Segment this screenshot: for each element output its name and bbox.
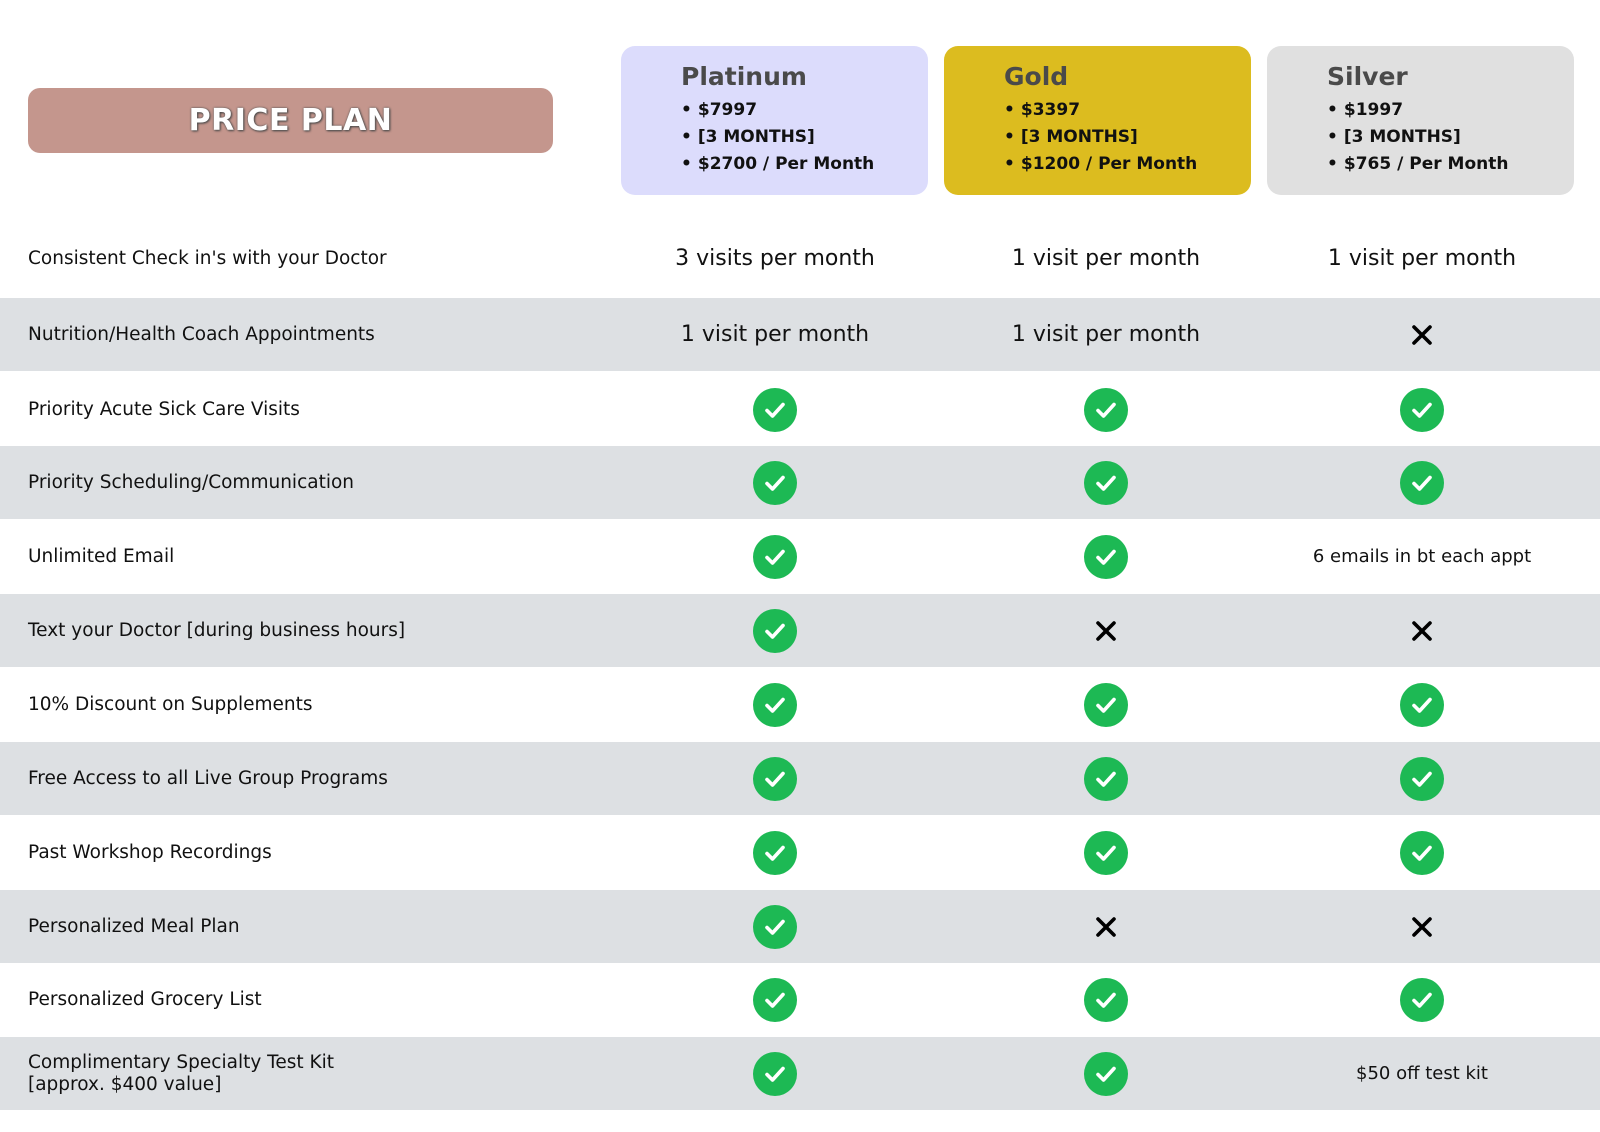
plan-cell-platinum <box>615 963 935 1036</box>
table-row <box>0 668 1600 741</box>
plan-cell-gold <box>946 668 1266 741</box>
plan-name: Silver <box>1327 62 1408 91</box>
cell-value: 1 visit per month <box>1011 322 1201 347</box>
plan-cell-gold <box>946 742 1266 815</box>
check-icon <box>1084 388 1128 432</box>
plan-cell-silver <box>1262 373 1582 446</box>
plan-cell-silver <box>1262 298 1582 371</box>
table-row <box>0 742 1600 815</box>
plan-cell-gold <box>946 520 1266 593</box>
check-icon <box>753 388 797 432</box>
table-row <box>0 373 1600 446</box>
cross-icon <box>1410 323 1434 347</box>
plan-cell-silver <box>1262 520 1582 593</box>
plan-cell-platinum <box>615 1037 935 1110</box>
plan-cell-platinum <box>615 298 935 371</box>
table-row <box>0 816 1600 889</box>
plan-cell-silver <box>1262 446 1582 519</box>
check-icon <box>753 683 797 727</box>
table-row <box>0 594 1600 667</box>
cross-icon <box>1094 915 1118 939</box>
feature-label: Personalized Grocery List <box>28 988 262 1010</box>
plan-card-silver <box>1267 46 1574 195</box>
plan-detail-item: • $2700 / Per Month <box>681 151 928 178</box>
plan-cell-platinum <box>615 816 935 889</box>
plan-cell-gold <box>946 1037 1266 1110</box>
feature-label: Complimentary Specialty Test Kit [approx. $400 value] <box>28 1051 335 1095</box>
feature-label: Past Workshop Recordings <box>28 841 272 863</box>
plan-cell-silver <box>1262 816 1582 889</box>
check-icon <box>1084 1052 1128 1096</box>
check-icon <box>1400 757 1444 801</box>
check-icon <box>1084 757 1128 801</box>
plan-cell-gold <box>946 373 1266 446</box>
cross-icon <box>1410 619 1434 643</box>
plan-cell-platinum <box>615 890 935 963</box>
plan-cell-gold <box>946 594 1266 667</box>
feature-label: Personalized Meal Plan <box>28 915 240 937</box>
table-row <box>0 520 1600 593</box>
check-icon <box>1400 461 1444 505</box>
plan-cell-silver <box>1262 890 1582 963</box>
check-icon <box>753 461 797 505</box>
plan-card-gold <box>944 46 1251 195</box>
plan-cell-platinum <box>615 594 935 667</box>
plan-cell-gold <box>946 963 1266 1036</box>
check-icon <box>1400 831 1444 875</box>
plan-cell-silver <box>1262 1037 1582 1110</box>
table-row <box>0 222 1600 295</box>
plan-details <box>1004 97 1251 178</box>
price-plan-title <box>28 88 553 153</box>
check-icon <box>753 757 797 801</box>
plan-details <box>1327 97 1574 178</box>
plan-cell-silver <box>1262 594 1582 667</box>
table-row <box>0 890 1600 963</box>
cell-value: 1 visit per month <box>1011 246 1201 271</box>
plan-cell-silver <box>1262 222 1582 295</box>
plan-detail-item: • $765 / Per Month <box>1327 151 1574 178</box>
table-row <box>0 1037 1600 1110</box>
check-icon <box>753 831 797 875</box>
check-icon <box>1400 683 1444 727</box>
check-icon <box>1400 978 1444 1022</box>
plan-cell-platinum <box>615 373 935 446</box>
table-row <box>0 963 1600 1036</box>
cell-value: 6 emails in bt each appt <box>1312 546 1532 567</box>
plan-detail-item: • $3397 <box>1004 97 1251 124</box>
plan-detail-item: • [3 MONTHS] <box>1327 124 1574 151</box>
plan-cell-silver <box>1262 668 1582 741</box>
check-icon <box>753 1052 797 1096</box>
plan-cell-gold <box>946 222 1266 295</box>
check-icon <box>1084 535 1128 579</box>
plan-name: Platinum <box>681 62 807 91</box>
plan-cell-platinum <box>615 520 935 593</box>
plan-name: Gold <box>1004 62 1069 91</box>
plan-detail-item: • $1200 / Per Month <box>1004 151 1251 178</box>
feature-label: Text your Doctor [during business hours] <box>28 619 406 641</box>
feature-label: Consistent Check in's with your Doctor <box>28 247 387 269</box>
plan-card-platinum <box>621 46 928 195</box>
plan-cell-silver <box>1262 742 1582 815</box>
plan-details <box>681 97 928 178</box>
check-icon <box>753 978 797 1022</box>
price-plan-title-text: PRICE PLAN <box>188 103 393 138</box>
feature-label: Priority Scheduling/Communication <box>28 471 355 493</box>
plan-cell-gold <box>946 446 1266 519</box>
cross-icon <box>1410 915 1434 939</box>
feature-label: Free Access to all Live Group Programs <box>28 767 388 789</box>
cell-value: 1 visit per month <box>1327 246 1517 271</box>
plan-detail-item: • $1997 <box>1327 97 1574 124</box>
check-icon <box>753 609 797 653</box>
plan-cell-gold <box>946 816 1266 889</box>
feature-label: Priority Acute Sick Care Visits <box>28 398 300 420</box>
check-icon <box>1084 978 1128 1022</box>
plan-cell-platinum <box>615 222 935 295</box>
check-icon <box>1084 461 1128 505</box>
cross-icon <box>1094 619 1118 643</box>
plan-detail-item: • [3 MONTHS] <box>681 124 928 151</box>
feature-label: Nutrition/Health Coach Appointments <box>28 323 375 345</box>
cell-value: 3 visits per month <box>675 246 875 271</box>
plan-cell-gold <box>946 298 1266 371</box>
feature-label: 10% Discount on Supplements <box>28 693 313 715</box>
check-icon <box>1084 831 1128 875</box>
table-row <box>0 446 1600 519</box>
table-row <box>0 298 1600 371</box>
plan-cell-silver <box>1262 963 1582 1036</box>
check-icon <box>1084 683 1128 727</box>
plan-cell-platinum <box>615 446 935 519</box>
cell-value: $50 off test kit <box>1356 1063 1488 1084</box>
check-icon <box>753 905 797 949</box>
plan-cell-platinum <box>615 668 935 741</box>
check-icon <box>753 535 797 579</box>
plan-detail-item: • [3 MONTHS] <box>1004 124 1251 151</box>
cell-value: 1 visit per month <box>680 322 870 347</box>
plan-cell-platinum <box>615 742 935 815</box>
plan-cell-gold <box>946 890 1266 963</box>
plan-detail-item: • $7997 <box>681 97 928 124</box>
check-icon <box>1400 388 1444 432</box>
feature-label: Unlimited Email <box>28 545 175 567</box>
